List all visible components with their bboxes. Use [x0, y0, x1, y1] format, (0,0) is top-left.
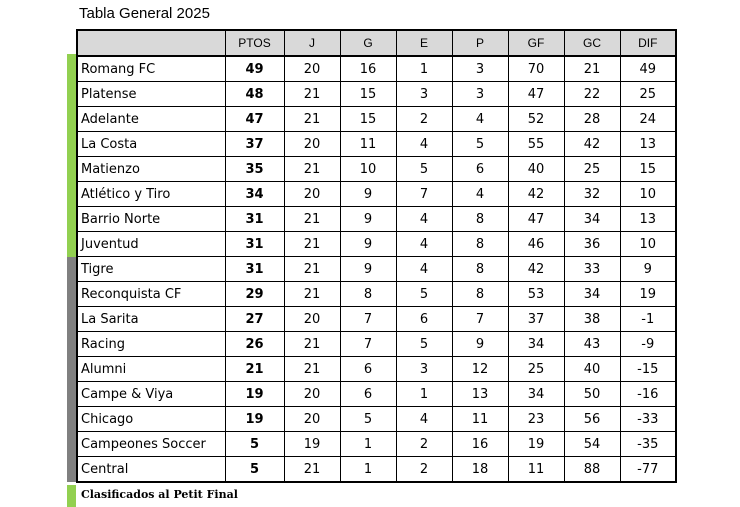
cell-gf: 37: [508, 307, 564, 332]
legend-qualified-label: Clasificados al Petit Final: [81, 488, 238, 501]
cell-pts: 31: [225, 207, 284, 232]
cell-gc: 56: [564, 407, 620, 432]
cell-pts: 19: [225, 382, 284, 407]
cell-gc: 22: [564, 82, 620, 107]
cell-dif: 49: [620, 56, 676, 82]
cell-e: 1: [396, 56, 452, 82]
cell-j: 20: [284, 382, 340, 407]
table-row: [77, 232, 676, 257]
cell-gc: 40: [564, 357, 620, 382]
cell-gf: 53: [508, 282, 564, 307]
cell-gc: 36: [564, 232, 620, 257]
header-gc: GC: [564, 30, 620, 56]
cell-j: 21: [284, 232, 340, 257]
cell-j: 20: [284, 407, 340, 432]
cell-p: 8: [452, 232, 508, 257]
cell-pts: 19: [225, 407, 284, 432]
standings-table: [76, 29, 677, 483]
cell-g: 15: [340, 107, 396, 132]
table-row: [77, 307, 676, 332]
cell-gf: 55: [508, 132, 564, 157]
table-row: [77, 132, 676, 157]
cell-j: 21: [284, 157, 340, 182]
table-row: [77, 357, 676, 382]
cell-pts: 26: [225, 332, 284, 357]
cell-j: 21: [284, 457, 340, 483]
cell-team: Barrio Norte: [77, 207, 225, 232]
cell-e: 1: [396, 382, 452, 407]
cell-gf: 42: [508, 182, 564, 207]
table-row: [77, 432, 676, 457]
table-row: [77, 182, 676, 207]
table-row: [77, 107, 676, 132]
cell-g: 15: [340, 82, 396, 107]
cell-gf: 46: [508, 232, 564, 257]
cell-e: 3: [396, 82, 452, 107]
header-g: G: [340, 30, 396, 56]
cell-team: Adelante: [77, 107, 225, 132]
cell-team: Romang FC: [77, 56, 225, 82]
cell-dif: -9: [620, 332, 676, 357]
cell-g: 5: [340, 407, 396, 432]
cell-team: La Sarita: [77, 307, 225, 332]
cell-g: 1: [340, 432, 396, 457]
table-row: [77, 207, 676, 232]
cell-pts: 29: [225, 282, 284, 307]
cell-j: 21: [284, 107, 340, 132]
cell-j: 21: [284, 357, 340, 382]
cell-e: 6: [396, 307, 452, 332]
cell-gc: 34: [564, 282, 620, 307]
cell-p: 16: [452, 432, 508, 457]
cell-gc: 38: [564, 307, 620, 332]
table-title: Tabla General 2025: [79, 5, 210, 22]
table-row: [77, 332, 676, 357]
cell-e: 2: [396, 432, 452, 457]
cell-gf: 34: [508, 332, 564, 357]
cell-team: Tigre: [77, 257, 225, 282]
cell-gf: 52: [508, 107, 564, 132]
cell-gf: 25: [508, 357, 564, 382]
cell-gc: 43: [564, 332, 620, 357]
cell-team: Atlético y Tiro: [77, 182, 225, 207]
cell-team: Campeones Soccer: [77, 432, 225, 457]
cell-p: 13: [452, 382, 508, 407]
cell-j: 19: [284, 432, 340, 457]
cell-dif: 9: [620, 257, 676, 282]
cell-team: Alumni: [77, 357, 225, 382]
cell-g: 7: [340, 332, 396, 357]
cell-dif: -77: [620, 457, 676, 483]
header-pts: PTOS: [225, 30, 284, 56]
cell-j: 21: [284, 82, 340, 107]
cell-j: 21: [284, 282, 340, 307]
cell-j: 20: [284, 307, 340, 332]
table-row: [77, 407, 676, 432]
cell-g: 10: [340, 157, 396, 182]
cell-team: Racing: [77, 332, 225, 357]
cell-team: Juventud: [77, 232, 225, 257]
header-row: [77, 30, 676, 56]
cell-gf: 70: [508, 56, 564, 82]
cell-pts: 48: [225, 82, 284, 107]
cell-e: 5: [396, 157, 452, 182]
cell-dif: 24: [620, 107, 676, 132]
cell-j: 20: [284, 132, 340, 157]
cell-g: 9: [340, 257, 396, 282]
table-row: [77, 82, 676, 107]
cell-dif: 19: [620, 282, 676, 307]
cell-dif: 15: [620, 157, 676, 182]
cell-team: Central: [77, 457, 225, 483]
cell-pts: 5: [225, 457, 284, 483]
cell-g: 9: [340, 182, 396, 207]
cell-team: Platense: [77, 82, 225, 107]
cell-e: 4: [396, 232, 452, 257]
cell-e: 3: [396, 357, 452, 382]
cell-pts: 49: [225, 56, 284, 82]
cell-pts: 37: [225, 132, 284, 157]
cell-gf: 34: [508, 382, 564, 407]
cell-p: 12: [452, 357, 508, 382]
cell-p: 3: [452, 56, 508, 82]
table-row: [77, 382, 676, 407]
cell-j: 20: [284, 182, 340, 207]
cell-g: 6: [340, 357, 396, 382]
cell-e: 5: [396, 332, 452, 357]
legend-qualified-swatch: [67, 485, 76, 507]
cell-p: 7: [452, 307, 508, 332]
header-j: J: [284, 30, 340, 56]
cell-pts: 27: [225, 307, 284, 332]
header-dif: DIF: [620, 30, 676, 56]
cell-g: 9: [340, 232, 396, 257]
cell-p: 8: [452, 282, 508, 307]
qualified-indicator-bar: [67, 54, 76, 257]
header-team: [77, 30, 225, 56]
cell-e: 4: [396, 257, 452, 282]
cell-team: Campe & Viya: [77, 382, 225, 407]
cell-gc: 54: [564, 432, 620, 457]
header-e: E: [396, 30, 452, 56]
cell-p: 4: [452, 107, 508, 132]
cell-gc: 42: [564, 132, 620, 157]
cell-gf: 11: [508, 457, 564, 483]
cell-e: 2: [396, 107, 452, 132]
cell-gf: 19: [508, 432, 564, 457]
cell-gc: 21: [564, 56, 620, 82]
table-row: [77, 157, 676, 182]
cell-gc: 88: [564, 457, 620, 483]
cell-e: 4: [396, 132, 452, 157]
cell-j: 21: [284, 257, 340, 282]
cell-team: Chicago: [77, 407, 225, 432]
cell-gc: 25: [564, 157, 620, 182]
cell-p: 9: [452, 332, 508, 357]
cell-dif: -33: [620, 407, 676, 432]
header-gf: GF: [508, 30, 564, 56]
cell-p: 8: [452, 257, 508, 282]
cell-dif: -15: [620, 357, 676, 382]
cell-pts: 21: [225, 357, 284, 382]
cell-e: 5: [396, 282, 452, 307]
table-row: [77, 457, 676, 483]
cell-gf: 40: [508, 157, 564, 182]
cell-gf: 47: [508, 82, 564, 107]
cell-g: 16: [340, 56, 396, 82]
cell-g: 8: [340, 282, 396, 307]
table-row: [77, 56, 676, 82]
cell-p: 11: [452, 407, 508, 432]
cell-p: 3: [452, 82, 508, 107]
cell-gf: 47: [508, 207, 564, 232]
cell-gc: 34: [564, 207, 620, 232]
cell-j: 21: [284, 332, 340, 357]
non-qualified-indicator-bar: [67, 257, 76, 482]
cell-j: 20: [284, 56, 340, 82]
cell-dif: -1: [620, 307, 676, 332]
cell-e: 2: [396, 457, 452, 483]
cell-pts: 31: [225, 257, 284, 282]
cell-p: 5: [452, 132, 508, 157]
cell-p: 6: [452, 157, 508, 182]
cell-j: 21: [284, 207, 340, 232]
cell-dif: 13: [620, 207, 676, 232]
cell-g: 9: [340, 207, 396, 232]
cell-gc: 32: [564, 182, 620, 207]
table-row: [77, 282, 676, 307]
cell-gc: 28: [564, 107, 620, 132]
cell-g: 1: [340, 457, 396, 483]
cell-dif: 13: [620, 132, 676, 157]
cell-g: 6: [340, 382, 396, 407]
cell-dif: 25: [620, 82, 676, 107]
standings-body: [77, 56, 676, 482]
cell-pts: 47: [225, 107, 284, 132]
cell-gf: 23: [508, 407, 564, 432]
cell-gc: 50: [564, 382, 620, 407]
cell-p: 4: [452, 182, 508, 207]
cell-dif: 10: [620, 232, 676, 257]
cell-e: 7: [396, 182, 452, 207]
cell-pts: 31: [225, 232, 284, 257]
cell-p: 8: [452, 207, 508, 232]
cell-gc: 33: [564, 257, 620, 282]
table-row: [77, 257, 676, 282]
cell-e: 4: [396, 207, 452, 232]
header-p: P: [452, 30, 508, 56]
cell-p: 18: [452, 457, 508, 483]
cell-pts: 35: [225, 157, 284, 182]
cell-team: Reconquista CF: [77, 282, 225, 307]
cell-pts: 5: [225, 432, 284, 457]
cell-team: La Costa: [77, 132, 225, 157]
cell-dif: -16: [620, 382, 676, 407]
cell-gf: 42: [508, 257, 564, 282]
cell-team: Matienzo: [77, 157, 225, 182]
cell-e: 4: [396, 407, 452, 432]
cell-dif: 10: [620, 182, 676, 207]
cell-g: 7: [340, 307, 396, 332]
cell-g: 11: [340, 132, 396, 157]
cell-pts: 34: [225, 182, 284, 207]
cell-dif: -35: [620, 432, 676, 457]
